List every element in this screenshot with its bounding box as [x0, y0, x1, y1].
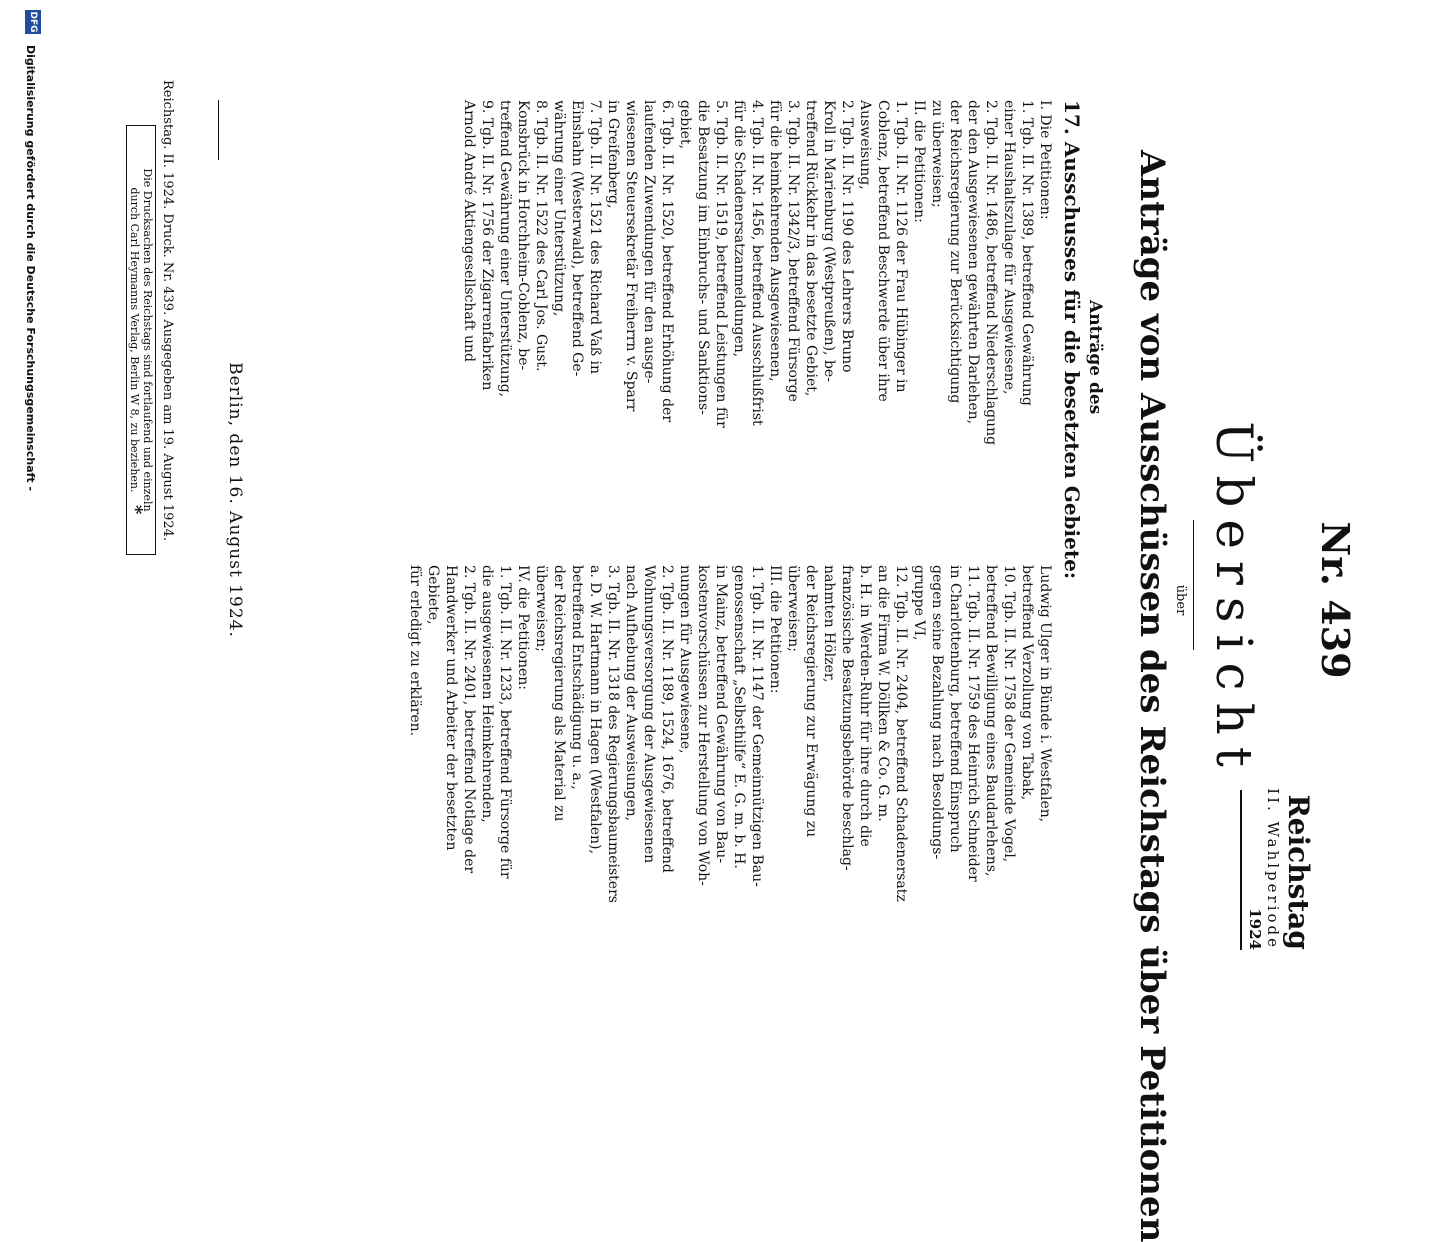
text-line: Ausweisung,: [857, 100, 873, 190]
text-line: 7. Tgb. II. Nr. 1521 des Richard Vaß in: [587, 100, 603, 374]
text-line: nungen für Ausgewiesene,: [677, 565, 693, 754]
text-line: 1. Tgb. II. Nr. 1389, betreffend Gewährung: [1019, 100, 1035, 406]
asterisk-mark: *: [125, 505, 146, 515]
text-column-left: [460, 100, 1054, 520]
separator-rule: [218, 100, 219, 160]
text-line: in Mainz, betreffend Gewährung von Bau-: [713, 565, 729, 864]
text-line: betreffend Verzollung von Tabak,: [1019, 565, 1035, 801]
text-line: überweisen;: [533, 565, 549, 652]
text-line: Handwerker und Arbeiter der besetzten: [443, 565, 459, 851]
text-line: treffend Gewährung einer Unterstützung,: [497, 100, 513, 398]
page-subtitle: Anträge von Ausschüssen des Reichstags über Petitionen: [1132, 150, 1172, 1242]
page-title: Übersicht: [1205, 421, 1263, 779]
text-line: Arnold André Aktiengesellschaft und: [461, 100, 477, 362]
text-line: gebiet,: [677, 100, 693, 150]
text-line: französische Besatzungsbehörde beschlag-: [839, 565, 855, 871]
text-line: 8. Tgb. II. Nr. 1522 des Carl Jos. Gust.: [533, 100, 549, 372]
distribution-note: [126, 125, 156, 555]
text-line: 2. Tgb. II. Nr. 1189, 1524, 1676, betreffend: [659, 565, 675, 873]
text-line: I. Die Petitionen:: [1037, 100, 1053, 220]
text-line: Konsbrück in Horchheim-Coblenz, be-: [515, 100, 531, 371]
text-line: Gebiete,: [425, 565, 441, 625]
digitization-credit: Digitalisierung gefördert durch die Deutsche Forschungsgemeinschaft -: [24, 45, 37, 492]
text-line: Wohnungsversorgung der Ausgewiesenen: [641, 565, 657, 864]
text-line: Ludwig Ulger in Bünde i. Westfalen,: [1037, 565, 1053, 823]
text-line: Coblenz, betreffend Beschwerde über ihre: [875, 100, 891, 402]
text-line: der den Ausgewiesenen gewährten Darlehen,: [965, 100, 981, 425]
dfg-logo: DFG: [25, 10, 41, 34]
antraege-heading: Anträge des: [1085, 300, 1105, 415]
text-line: kostenvorschüssen zur Herstellung von Woh-: [695, 565, 711, 886]
imprint-footer: Reichstag. II. 1924. Druck. Nr. 439. Ausgegeben am 19. August 1924.: [160, 80, 175, 542]
text-line: überweisen;: [785, 565, 801, 652]
text-line: treffend Rückkehr in das besetzte Gebiet,: [803, 100, 819, 397]
title-rule: [1193, 520, 1194, 650]
text-line: II. die Petitionen:: [911, 100, 927, 223]
text-line: die ausgewiesenen Heimkehrenden,: [479, 565, 495, 823]
text-line: 2. Tgb. II. Nr. 2401, betreffend Notlage der: [461, 565, 477, 874]
text-line: für die Schadenersatzanmeldungen,: [731, 100, 747, 358]
text-line: wiesenen Steuersekretär Freiherrn v. Sparr: [623, 100, 639, 412]
text-line: 10. Tgb. II. Nr. 1758 der Gemeinde Vogel,: [1001, 565, 1017, 863]
note-line: durch Carl Heymanns Verlag, Berlin W 8, zu beziehen.: [128, 187, 141, 493]
date-line: Berlin, den 16. August 1924.: [225, 362, 245, 638]
text-line: nahmten Hölzer,: [821, 565, 837, 683]
text-line: 3. Tgb. II. Nr. 1318 des Regierungsbaumeisters: [605, 565, 621, 903]
text-line: genossenschaft „Selbsthilfe“ E. G. m. b. H.: [731, 565, 747, 869]
text-line: 9. Tgb. II. Nr. 1756 der Zigarrenfabriken: [479, 100, 495, 391]
text-line: 1. Tgb. II. Nr. 1126 der Frau Hübinger in: [893, 100, 909, 393]
text-line: einer Haushaltszulage für Ausgewiesene,: [1001, 100, 1017, 395]
text-line: an die Firma W. Döllken & Co. G. m.: [875, 565, 891, 822]
ueber-label: über: [1173, 584, 1188, 616]
committee-heading: 17. Ausschusses für die besetzten Gebiete:: [1060, 100, 1084, 580]
text-line: 2. Tgb. II. Nr. 1190 des Lehrers Bruno: [839, 100, 855, 373]
text-line: IV. die Petitionen:: [515, 565, 531, 691]
text-line: zu überweisen;: [929, 100, 945, 208]
document-number: Nr. 439: [1313, 521, 1358, 679]
text-line: in Greifenberg,: [605, 100, 621, 209]
text-line: 5. Tgb. II. Nr. 1519, betreffend Leistungen für: [713, 100, 729, 428]
institution-label: Reichstag: [1282, 794, 1315, 950]
text-column-right: [406, 565, 1054, 1015]
text-line: die Besatzung im Einbruchs- und Sanktions-: [695, 100, 711, 415]
text-line: in Charlottenburg, betreffend Einspruch: [947, 565, 963, 853]
text-line: b. H. in Werden-Ruhr für ihre durch die: [857, 565, 873, 847]
text-line: der Reichsregierung als Material zu: [551, 565, 567, 822]
text-line: Kroll in Marienburg (Westpreußen), be-: [821, 100, 837, 382]
text-line: 1. Tgb. II. Nr. 1147 der Gemeinnützigen Bau-: [749, 565, 765, 887]
text-line: 12. Tgb. II. Nr. 2404, betreffend Schadenersatz: [893, 565, 909, 902]
text-line: 4. Tgb. II. Nr. 1456, betreffend Ausschlußfrist: [749, 100, 765, 426]
text-line: a. D. W. Hartmann in Hagen (Westfalen),: [587, 565, 603, 854]
note-line: Die Drucksachen des Reichstags sind fortlaufend und einzeln: [141, 168, 154, 512]
text-line: 2. Tgb. II. Nr. 1486, betreffend Niederschlagung: [983, 100, 999, 446]
text-line: 3. Tgb. II. Nr. 1342/3, betreffend Fürsorge: [785, 100, 801, 402]
text-line: währung einer Unterstützung,: [551, 100, 567, 317]
year-label: 1924: [1246, 908, 1264, 950]
text-line: 11. Tgb. II. Nr. 1759 des Heinrich Schneider: [965, 565, 981, 882]
text-line: gegen seine Bezahlung nach Besoldungs-: [929, 565, 945, 860]
text-line: der Reichsregierung zur Berücksichtigung: [947, 100, 963, 404]
text-line: 6. Tgb. II. Nr. 1520, betreffend Erhöhung der: [659, 100, 675, 423]
text-line: III. die Petitionen:: [767, 565, 783, 694]
text-line: laufenden Zuwendungen für den ausge-: [641, 100, 657, 384]
text-line: 1. Tgb. II. Nr. 1233, betreffend Fürsorge für: [497, 565, 513, 879]
text-line: Einshahn (Westerwald), betreffend Ge-: [569, 100, 585, 377]
text-line: für die heimkehrenden Ausgewiesenen,: [767, 100, 783, 382]
period-label: II. Wahlperiode: [1264, 788, 1282, 950]
text-line: betreffend Bewilligung eines Baudarlehens,: [983, 565, 999, 877]
text-line: für erledigt zu erklären.: [407, 565, 423, 737]
text-line: nach Aufhebung der Ausweisungen,: [623, 565, 639, 822]
text-line: der Reichsregierung zur Erwägung zu: [803, 565, 819, 838]
text-line: gruppe VI,: [911, 565, 927, 641]
text-line: betreffend Entschädigung u. a.,: [569, 565, 585, 790]
